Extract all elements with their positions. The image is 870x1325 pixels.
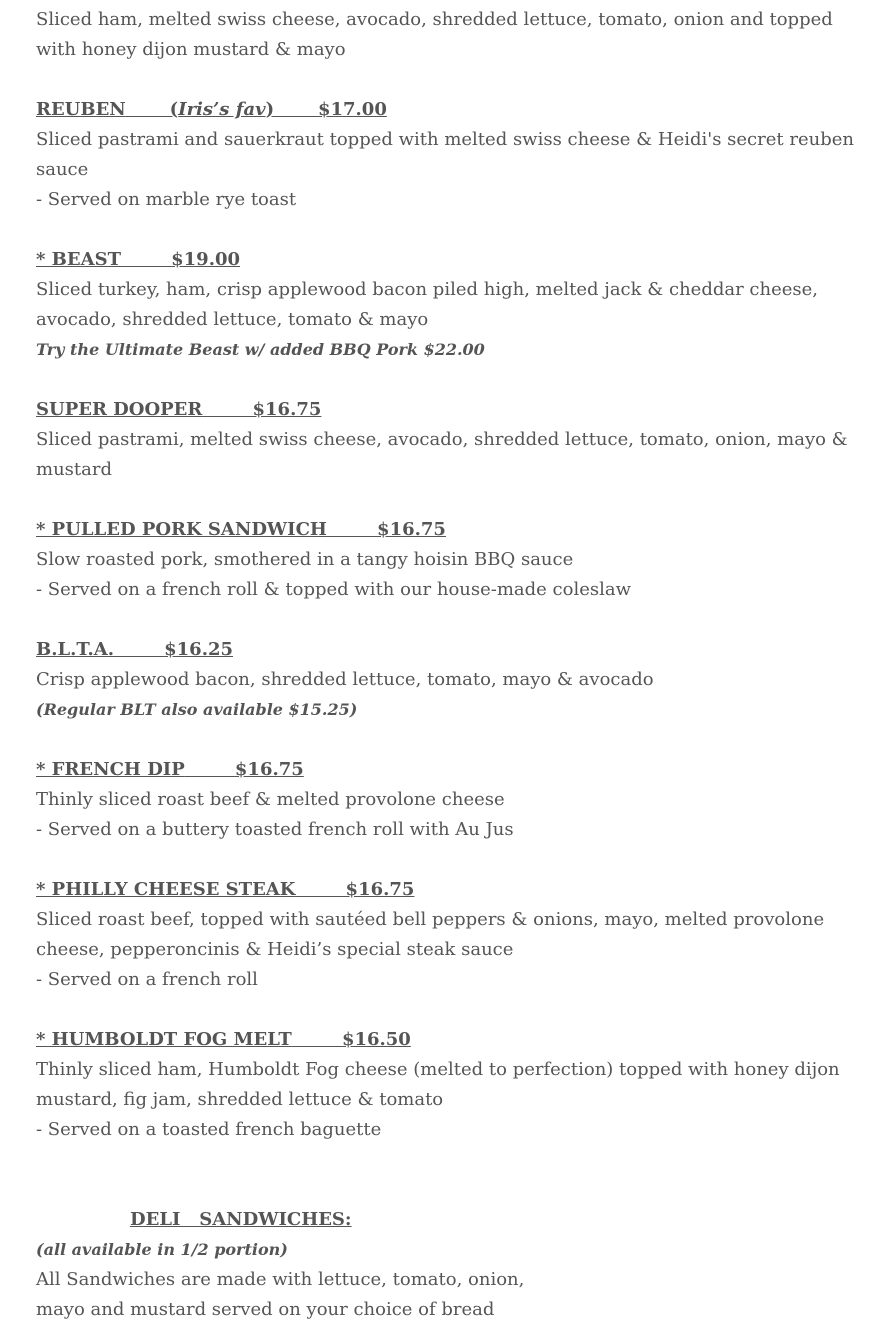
menu-item [36, 5, 856, 65]
menu-item [36, 1025, 856, 1145]
item-heading: REUBEN (Iris’s fav) $17.00 [36, 99, 387, 120]
item-description: Slow roasted pork, smothered in a tangy hoisin BBQ sauce [36, 549, 574, 570]
section-description: mayo and mustard served on your choice of bread [36, 1299, 495, 1320]
item-name: * FRENCH DIP [36, 759, 185, 780]
item-name: B.L.T.A. [36, 639, 114, 660]
item-description: Thinly sliced ham, Humboldt Fog cheese (melted to perfection) topped with honey dijon mustard, fig jam, shredded lettuce & tomato [36, 1059, 840, 1110]
menu-item [36, 515, 856, 605]
item-heading [36, 635, 856, 665]
section-note: (all available in 1/2 portion) [36, 1240, 288, 1259]
item-price: $19.00 [171, 249, 241, 270]
item-note: (Regular BLT also available $15.25) [36, 700, 358, 719]
item-heading [36, 875, 856, 905]
item-name: REUBEN [36, 99, 126, 120]
menu-item [36, 875, 856, 995]
item-note: Try the Ultimate Beast w/ added BBQ Pork $22.00 [36, 340, 485, 359]
item-description: - Served on marble rye toast [36, 189, 297, 210]
item-heading [36, 515, 856, 545]
item-heading [36, 1025, 856, 1055]
item-name: SUPER DOOPER [36, 399, 203, 420]
item-price: $16.75 [345, 879, 415, 900]
menu-content [36, 5, 856, 1325]
item-description: Thinly sliced roast beef & melted provolone cheese [36, 789, 505, 810]
item-price: $16.75 [377, 519, 446, 540]
item-name: * BEAST [36, 249, 121, 270]
item-name: * PULLED PORK SANDWICH [36, 519, 327, 540]
section-description: All Sandwiches are made with lettuce, tomato, onion, [36, 1269, 525, 1290]
item-description: Sliced ham, melted swiss cheese, avocado, shredded lettuce, tomato, onion and topped with honey dijon mustard & mayo [36, 9, 833, 60]
item-price: $16.50 [341, 1029, 411, 1050]
item-price: $17.00 [317, 99, 387, 120]
menu-item [36, 395, 856, 485]
item-name: * PHILLY CHEESE STEAK [36, 879, 296, 900]
deli-section [36, 1205, 856, 1325]
item-description: - Served on a toasted french baguette [36, 1119, 382, 1140]
menu-item [36, 245, 856, 365]
item-description: Sliced roast beef, topped with sautéed bell peppers & onions, mayo, melted provolone cheese, pepperoncinis & Heidi’s special steak sauce [36, 909, 825, 960]
item-price: $16.75 [234, 759, 304, 780]
menu-item [36, 95, 856, 215]
item-heading [36, 755, 856, 785]
item-heading [36, 245, 856, 275]
menu-item [36, 635, 856, 725]
item-name: * HUMBOLDT FOG MELT [36, 1029, 292, 1050]
item-heading [36, 395, 856, 425]
item-description: - Served on a french roll [36, 969, 258, 990]
item-fav-note: Iris’s fav [178, 99, 266, 120]
item-price: $16.25 [164, 639, 234, 660]
item-description: Sliced pastrami and sauerkraut topped with melted swiss cheese & Heidi's secret reuben sauce [36, 129, 854, 180]
item-description: - Served on a french roll & topped with our house-made coleslaw [36, 579, 632, 600]
menu-item [36, 755, 856, 845]
item-description: Sliced turkey, ham, crisp applewood bacon piled high, melted jack & cheddar cheese, avocado, shredded lettuce, tomato & mayo [36, 279, 819, 330]
item-description: - Served on a buttery toasted french roll with Au Jus [36, 819, 514, 840]
section-title: DELI SANDWICHES: [130, 1209, 352, 1230]
item-description: Crisp applewood bacon, shredded lettuce, tomato, mayo & avocado [36, 669, 654, 690]
item-description: Sliced pastrami, melted swiss cheese, avocado, shredded lettuce, tomato, onion, mayo & mustard [36, 429, 848, 480]
item-price: $16.75 [252, 399, 322, 420]
